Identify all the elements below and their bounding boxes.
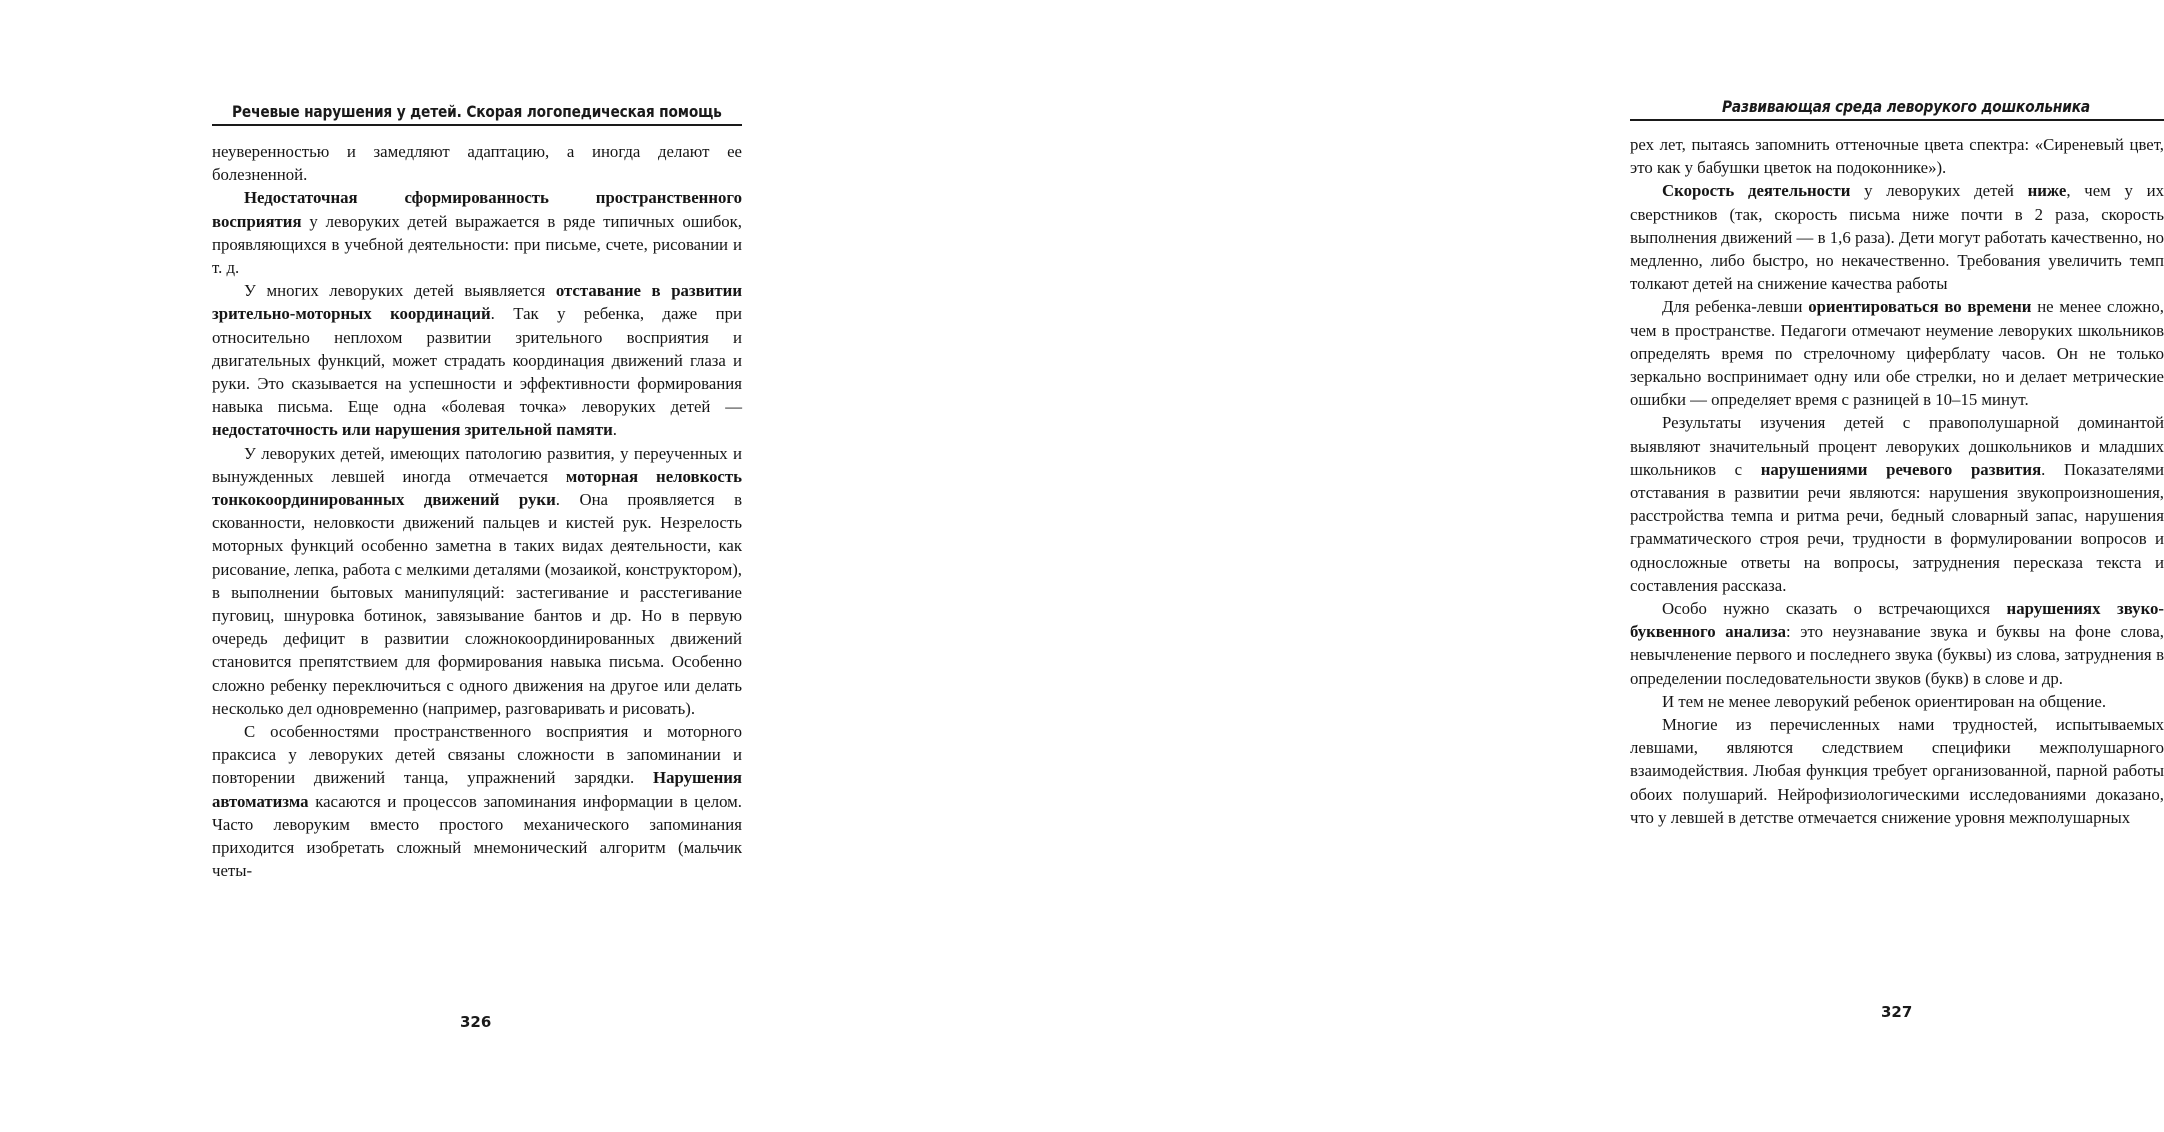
header-rule	[1630, 119, 2164, 121]
paragraph	[212, 279, 742, 441]
body-text	[1630, 133, 2164, 829]
bold-text: Недостаточная сформированность пространственного восприятия	[212, 188, 742, 231]
text-run: . Показателями отставания в развитии речи являются: нарушения звукопроизношения, расстройства темпа и ритма речи, бедный словарный запас, нарушения грамматического строя речи, трудности в формулировании вопросов и односложные ответы на вопросы, затруднения пересказа текста и составления рассказа.	[1630, 459, 2164, 595]
text-run: У многих леворуких детей выявляется	[244, 281, 556, 301]
running-header: Речевые нарушения у детей. Скорая логопедическая помощь	[232, 102, 722, 121]
bold-text: ниже	[2027, 181, 2067, 201]
bold-text: недостаточность или нарушения зрительной памяти	[212, 420, 613, 440]
text-run: у леворуких детей	[1850, 181, 2028, 201]
page-number: 326	[460, 1013, 492, 1031]
paragraph	[1630, 411, 2164, 597]
paragraph	[1630, 597, 2164, 690]
paragraph	[1630, 179, 2164, 295]
text-run: У леворуких детей, имеющих патологию развития, у переученных и вынужденных левшей иногда отмечается	[212, 443, 742, 486]
bold-text: Скорость деятельности	[1662, 181, 1851, 201]
header-rule	[212, 124, 742, 126]
text-run: Особо нужно сказать о встречающихся	[1662, 599, 2007, 619]
text-run: .	[612, 420, 617, 440]
body-text	[212, 140, 742, 883]
bold-text: ориентироваться во времени	[1808, 297, 2032, 317]
text-run: . Так у ребенка, даже при относительно неплохом развитии зрительного восприятия и двигательных функций, может страдать координация движений глаза и руки. Это сказывается на успешности и эффективности формирования навыка письма. Еще одна «болевая точка» леворуких детей —	[212, 304, 742, 417]
paragraph	[1630, 713, 2164, 829]
paragraph	[212, 720, 742, 882]
bold-text: отставание в развитии зрительно-моторных координаций	[212, 281, 742, 324]
page-number: 327	[1881, 1003, 1913, 1021]
text-run: неуверенностью и замедляют адаптацию, а иногда делают ее болезненной.	[212, 142, 742, 185]
text-run: рех лет, пытаясь запомнить оттеночные цвета спектра: «Сиреневый цвет, это как у бабушки цветок на подоконнике»).	[1630, 135, 2164, 178]
text-run: И тем не менее леворукий ребенок ориентирован на общение.	[1662, 691, 2107, 711]
paragraph	[212, 140, 742, 186]
text-run: С особенностями пространственного восприятия и моторного праксиса у леворуких детей связаны сложности в запоминании и повторении движений танца, упражнений зарядки.	[212, 722, 742, 788]
text-run: не менее сложно, чем в пространстве. Педагоги отмечают неумение леворуких школьников определять время по стрелочному циферблату часов. Он не только зеркально воспринимает одну или обе стрелки, но и делает метрические ошибки — определяет время с разницей в 10–15 минут.	[1630, 297, 2164, 410]
text-run: Многие из перечисленных нами трудностей, испытываемых левшами, являются следствием специфики межполушарного взаимодействия. Любая функция требует организованной, парной работы обоих полушарий. Нейрофизиологическими исследованиями доказано, что у левшей в детстве отмечается снижение уровня межполушарных	[1630, 715, 2164, 827]
paragraph	[1630, 295, 2164, 411]
paragraph	[212, 442, 742, 720]
paragraph	[1630, 133, 2164, 179]
text-run: Результаты изучения детей с правополушарной доминантой выявляют значительный процент леворуких дошкольников и младших школьников с	[1630, 413, 2164, 479]
text-run: у леворуких детей выражается в ряде типичных ошибок, проявляющихся в учебной деятельности: при письме, счете, рисовании и т. д.	[212, 211, 742, 278]
text-run: : это неузнавание звука и буквы на фоне слова, невычленение первого и последнего звука (буквы) из слова, затруднения в определении последовательности звуков (букв) в слове и др.	[1630, 622, 2164, 688]
text-run: . Она проявляется в скованности, неловкости движений пальцев и кистей рук. Незрелость моторных функций особенно заметна в таких видах деятельности, как рисование, лепка, работа с мелкими деталями (мозаикой, конструктором), в выполнении бытовых манипуляций: застегивание и расстегивание пуговиц, шнуровка ботинок, завязывание бантов и др. Но в первую очередь дефицит в развитии сложнокоординированных движений становится препятствием для формирования навыка письма. Особенно сложно ребенку переключиться с одного движения на другое или делать несколько дел одновременно (например, разговаривать и рисовать).	[212, 490, 742, 718]
running-header: Развивающая среда леворукого дошкольника	[1722, 97, 2090, 116]
paragraph	[1630, 690, 2164, 713]
text-run: , чем у их сверстников (так, скорость письма ниже почти в 2 раза, скорость выполнения движений — в 1,6 раза). Дети могут работать качественно, но медленно, либо быстро, но некачественно. Требования увеличить темп толкают детей на снижение качества работы	[1630, 181, 2164, 294]
bold-text: моторная неловкость тонкокоординированных движений руки	[212, 466, 742, 510]
text-run: Для ребенка-левши	[1662, 297, 1809, 317]
bold-text: Нарушения автоматизма	[212, 768, 742, 811]
paragraph	[212, 186, 742, 279]
text-run: касаются и процессов запоминания информации в целом. Часто леворуким вместо простого механического запоминания приходится изобретать сложный мнемонический алгоритм (мальчик четы-	[212, 791, 742, 881]
bold-text: нарушениями речевого развития	[1760, 459, 2042, 479]
bold-text: нарушениях звуко-буквенного анализа	[1630, 599, 2164, 642]
right-page	[800, 0, 2164, 1132]
left-page	[0, 0, 800, 1132]
